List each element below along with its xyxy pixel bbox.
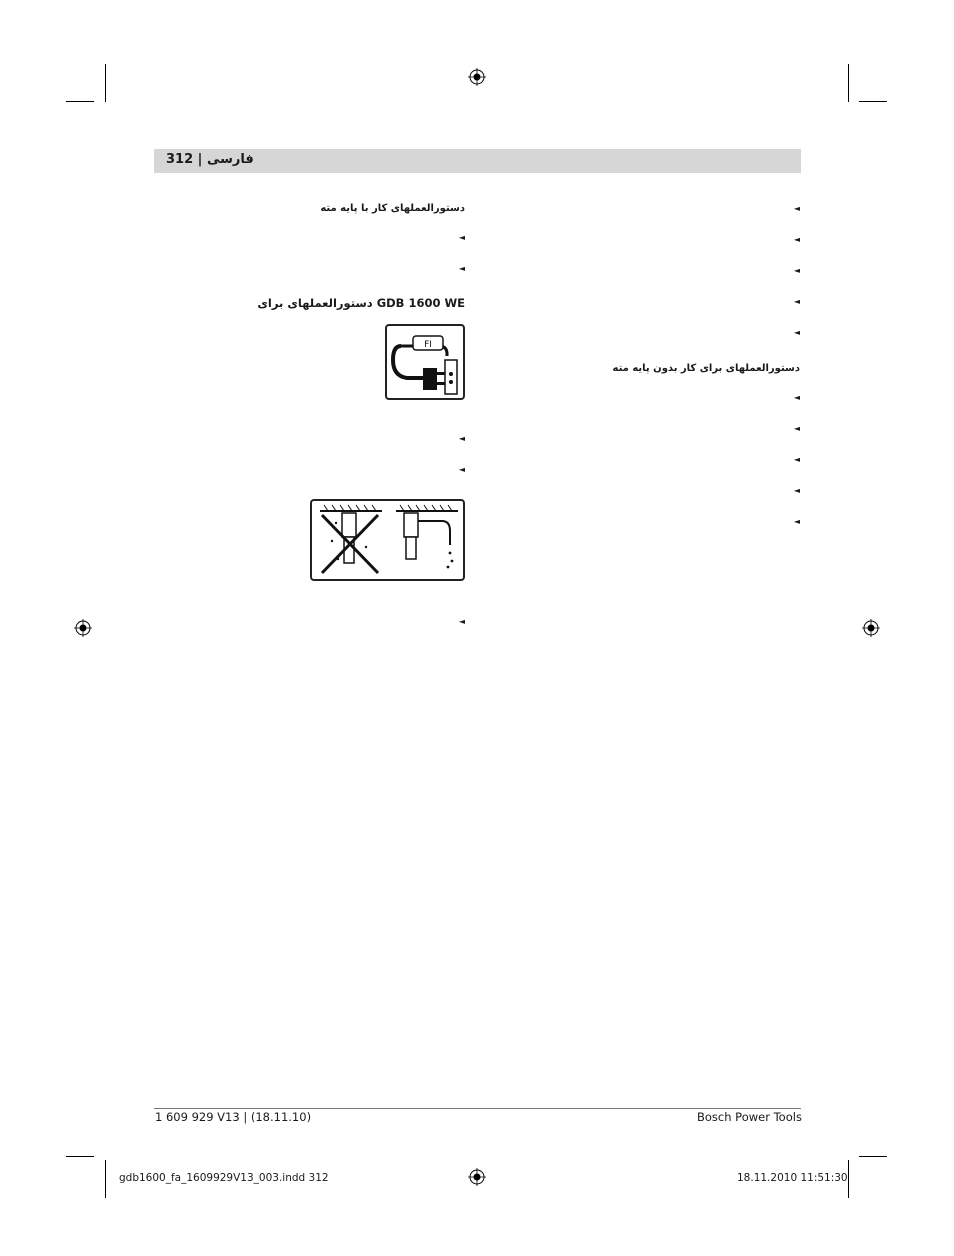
crop-mark [859, 1156, 887, 1157]
gdb-section-title: GDB 1600 WE دستورالعملهای برای [257, 296, 465, 310]
list-item [488, 387, 800, 409]
page-number-label: 312 | فارسی [166, 152, 254, 167]
fi-circuit-breaker-icon [385, 324, 465, 400]
list-item [152, 258, 465, 280]
list-item [488, 260, 800, 282]
list-item [488, 229, 800, 251]
footer-rule [154, 1108, 801, 1109]
list-item [488, 480, 800, 502]
right-column [488, 198, 800, 542]
left-column [152, 198, 465, 642]
list-item [488, 449, 800, 471]
list-item [152, 459, 465, 481]
no-overhead-wet-drilling-icon [310, 499, 465, 581]
crop-mark [848, 64, 849, 102]
list-item [488, 291, 800, 313]
registration-mark-icon [468, 1168, 486, 1186]
doc-number: 1 609 929 V13 | (18.11.10) [155, 1110, 312, 1124]
section-title: دستورالعملهای کار با پایه مته [320, 203, 465, 214]
crop-mark [105, 64, 106, 102]
svg-text:FI: FI [424, 340, 432, 350]
list-item [152, 227, 465, 249]
list-item [488, 418, 800, 440]
crop-mark [66, 1156, 94, 1157]
list-item [152, 428, 465, 450]
registration-mark-icon [74, 619, 92, 637]
print-slug-datetime: 18.11.2010 11:51:30 [737, 1172, 848, 1184]
crop-mark [859, 101, 887, 102]
list-item [488, 198, 800, 220]
registration-mark-icon [468, 68, 486, 86]
registration-mark-icon [862, 619, 880, 637]
fi-warning-block [152, 324, 465, 410]
list-item [488, 322, 800, 344]
print-slug-file: gdb1600_fa_1609929V13_003.indd 312 [119, 1172, 329, 1184]
crop-mark [66, 101, 94, 102]
crop-mark [848, 1160, 849, 1198]
crop-mark [105, 1160, 106, 1198]
list-item [152, 611, 465, 633]
brand-name: Bosch Power Tools [697, 1110, 802, 1124]
section-title: دستورالعملهای برای کار بدون پایه مته [612, 363, 800, 374]
water-warning-block [152, 495, 465, 595]
list-item [488, 511, 800, 533]
